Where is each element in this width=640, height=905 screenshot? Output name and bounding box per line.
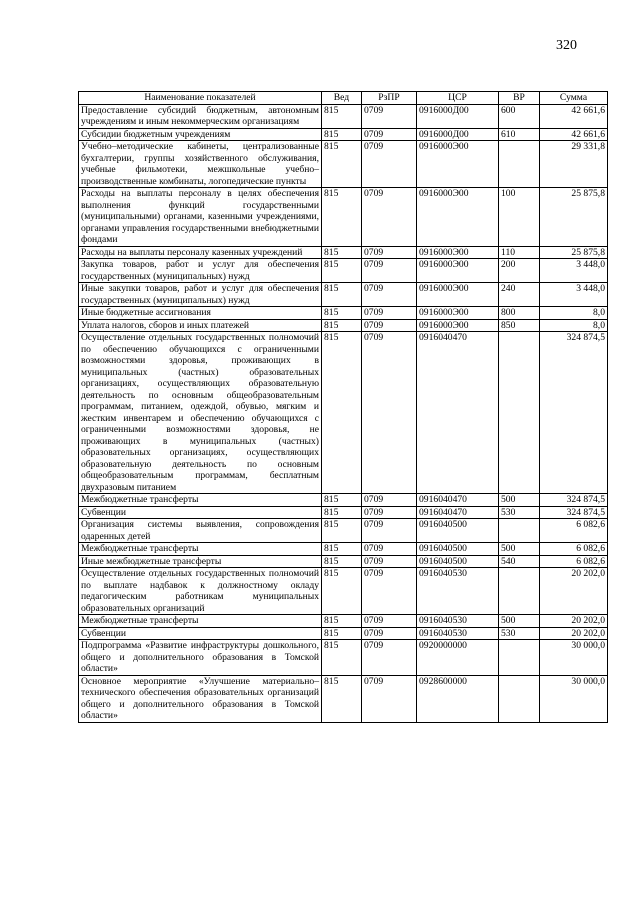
cell-csr: 0916000Э00 bbox=[417, 319, 499, 332]
cell-name: Закупка товаров, работ и услуг для обеспечения государственных (муниципальных) нужд bbox=[79, 259, 322, 283]
cell-csr: 0916000Э00 bbox=[417, 259, 499, 283]
cell-ved: 815 bbox=[322, 519, 362, 543]
cell-name: Подпрограмма «Развитие инфраструктуры дошкольного, общего и дополнительного образования в Томской области» bbox=[79, 640, 322, 676]
cell-csr: 0928600000 bbox=[417, 675, 499, 722]
budget-table bbox=[78, 91, 608, 723]
cell-name: Межбюджетные трансферты bbox=[79, 543, 322, 556]
cell-vr: 850 bbox=[499, 319, 540, 332]
cell-ved: 815 bbox=[322, 188, 362, 247]
cell-csr: 0916040530 bbox=[417, 627, 499, 640]
cell-rzpr: 0709 bbox=[362, 640, 417, 676]
cell-name: Расходы на выплаты персоналу в целях обеспечения выполнения функций государственными (муниципальными) органами, казенными учреждениями, органами управления государственными внебюджетными фондами bbox=[79, 188, 322, 247]
table-body bbox=[79, 104, 608, 722]
cell-name: Осуществление отдельных государственных полномочий по обеспечению обучающихся с ограниченными возможностями здоровья, проживающих в муниципальных (частных) образовательных организациях, осуществляющих образовательную деятельность по основным общеобразовательным программам, питанием, одеждой, обувью, мягким и жестким инвентарем и обеспечению обучающихся с ограниченными возможностями здоровья, не проживающих в муниципальных (частных) образовательных организациях, осуществляющих образовательную деятельность по основным общеобразовательным программам, бесплатным двухразовым питанием bbox=[79, 332, 322, 494]
cell-vr bbox=[499, 675, 540, 722]
table-row bbox=[79, 519, 608, 543]
table-row bbox=[79, 188, 608, 247]
table-row bbox=[79, 627, 608, 640]
cell-sum: 6 082,6 bbox=[540, 555, 608, 568]
cell-sum: 324 874,5 bbox=[540, 332, 608, 494]
cell-vr: 240 bbox=[499, 283, 540, 307]
cell-ved: 815 bbox=[322, 615, 362, 628]
cell-ved: 815 bbox=[322, 640, 362, 676]
cell-sum: 30 000,0 bbox=[540, 675, 608, 722]
table-row bbox=[79, 307, 608, 320]
cell-sum: 29 331,8 bbox=[540, 141, 608, 188]
cell-name: Основное мероприятие «Улучшение материально–технического обеспечения образовательных организаций общего и дополнительного образования в Томской области» bbox=[79, 675, 322, 722]
cell-sum: 6 082,6 bbox=[540, 519, 608, 543]
cell-vr: 110 bbox=[499, 246, 540, 259]
header-rzpr: РзПР bbox=[362, 92, 417, 105]
cell-ved: 815 bbox=[322, 494, 362, 507]
table-row bbox=[79, 259, 608, 283]
table-row bbox=[79, 568, 608, 615]
cell-vr: 500 bbox=[499, 494, 540, 507]
cell-rzpr: 0709 bbox=[362, 332, 417, 494]
cell-sum: 8,0 bbox=[540, 319, 608, 332]
cell-name: Иные закупки товаров, работ и услуг для обеспечения государственных (муниципальных) нужд bbox=[79, 283, 322, 307]
table-row bbox=[79, 555, 608, 568]
table-row bbox=[79, 104, 608, 128]
cell-ved: 815 bbox=[322, 104, 362, 128]
cell-rzpr: 0709 bbox=[362, 568, 417, 615]
cell-name: Расходы на выплаты персоналу казенных учреждений bbox=[79, 246, 322, 259]
cell-ved: 815 bbox=[322, 319, 362, 332]
cell-rzpr: 0709 bbox=[362, 128, 417, 141]
cell-ved: 815 bbox=[322, 568, 362, 615]
table-row bbox=[79, 494, 608, 507]
cell-rzpr: 0709 bbox=[362, 519, 417, 543]
cell-ved: 815 bbox=[322, 307, 362, 320]
table-row bbox=[79, 615, 608, 628]
cell-vr: 600 bbox=[499, 104, 540, 128]
cell-vr: 500 bbox=[499, 543, 540, 556]
cell-rzpr: 0709 bbox=[362, 319, 417, 332]
cell-sum: 324 874,5 bbox=[540, 506, 608, 519]
header-name: Наименование показателей bbox=[79, 92, 322, 105]
cell-rzpr: 0709 bbox=[362, 675, 417, 722]
cell-csr: 0916040500 bbox=[417, 519, 499, 543]
cell-vr bbox=[499, 640, 540, 676]
cell-sum: 25 875,8 bbox=[540, 246, 608, 259]
cell-name: Субсидии бюджетным учреждениям bbox=[79, 128, 322, 141]
cell-sum: 324 874,5 bbox=[540, 494, 608, 507]
cell-sum: 30 000,0 bbox=[540, 640, 608, 676]
cell-rzpr: 0709 bbox=[362, 246, 417, 259]
cell-sum: 20 202,0 bbox=[540, 627, 608, 640]
table-row bbox=[79, 246, 608, 259]
cell-name: Иные межбюджетные трансферты bbox=[79, 555, 322, 568]
cell-sum: 3 448,0 bbox=[540, 283, 608, 307]
cell-rzpr: 0709 bbox=[362, 307, 417, 320]
cell-csr: 0916040470 bbox=[417, 506, 499, 519]
cell-sum: 8,0 bbox=[540, 307, 608, 320]
cell-csr: 0916000Д00 bbox=[417, 128, 499, 141]
cell-ved: 815 bbox=[322, 506, 362, 519]
header-sum: Сумма bbox=[540, 92, 608, 105]
cell-ved: 815 bbox=[322, 259, 362, 283]
cell-rzpr: 0709 bbox=[362, 141, 417, 188]
cell-csr: 0916040500 bbox=[417, 543, 499, 556]
cell-vr bbox=[499, 519, 540, 543]
cell-ved: 815 bbox=[322, 128, 362, 141]
cell-rzpr: 0709 bbox=[362, 188, 417, 247]
cell-name: Межбюджетные трансферты bbox=[79, 615, 322, 628]
table-row bbox=[79, 640, 608, 676]
cell-rzpr: 0709 bbox=[362, 627, 417, 640]
cell-csr: 0916040530 bbox=[417, 568, 499, 615]
header-vr: ВР bbox=[499, 92, 540, 105]
cell-vr bbox=[499, 332, 540, 494]
cell-vr: 610 bbox=[499, 128, 540, 141]
table-row bbox=[79, 141, 608, 188]
cell-sum: 6 082,6 bbox=[540, 543, 608, 556]
cell-name: Уплата налогов, сборов и иных платежей bbox=[79, 319, 322, 332]
cell-ved: 815 bbox=[322, 555, 362, 568]
cell-ved: 815 bbox=[322, 543, 362, 556]
cell-vr: 540 bbox=[499, 555, 540, 568]
cell-csr: 0916000Д00 bbox=[417, 104, 499, 128]
cell-ved: 815 bbox=[322, 627, 362, 640]
cell-vr bbox=[499, 568, 540, 615]
cell-csr: 0916000Э00 bbox=[417, 141, 499, 188]
table-row bbox=[79, 128, 608, 141]
cell-sum: 20 202,0 bbox=[540, 568, 608, 615]
cell-csr: 0916000Э00 bbox=[417, 283, 499, 307]
page-number: 320 bbox=[556, 38, 577, 53]
table-header-row bbox=[79, 92, 608, 105]
cell-csr: 0916000Э00 bbox=[417, 307, 499, 320]
cell-vr: 530 bbox=[499, 506, 540, 519]
cell-name: Осуществление отдельных государственных полномочий по выплате надбавок к должностному окладу педагогическим работникам муниципальных образовательных организаций bbox=[79, 568, 322, 615]
cell-sum: 42 661,6 bbox=[540, 104, 608, 128]
cell-sum: 3 448,0 bbox=[540, 259, 608, 283]
cell-rzpr: 0709 bbox=[362, 506, 417, 519]
cell-ved: 815 bbox=[322, 283, 362, 307]
cell-name: Организация системы выявления, сопровождения одаренных детей bbox=[79, 519, 322, 543]
cell-name: Учебно–методические кабинеты, централизованные бухгалтерии, группы хозяйственного обслуживания, учебные фильмотеки, межшкольные учебно–производственные комбинаты, логопедические пункты bbox=[79, 141, 322, 188]
table-row bbox=[79, 332, 608, 494]
cell-vr: 100 bbox=[499, 188, 540, 247]
cell-name: Субвенции bbox=[79, 506, 322, 519]
cell-sum: 20 202,0 bbox=[540, 615, 608, 628]
cell-sum: 42 661,6 bbox=[540, 128, 608, 141]
cell-rzpr: 0709 bbox=[362, 494, 417, 507]
cell-csr: 0920000000 bbox=[417, 640, 499, 676]
cell-vr: 800 bbox=[499, 307, 540, 320]
table-row bbox=[79, 543, 608, 556]
cell-ved: 815 bbox=[322, 332, 362, 494]
cell-rzpr: 0709 bbox=[362, 259, 417, 283]
cell-vr: 500 bbox=[499, 615, 540, 628]
cell-rzpr: 0709 bbox=[362, 283, 417, 307]
cell-name: Межбюджетные трансферты bbox=[79, 494, 322, 507]
table-row bbox=[79, 319, 608, 332]
cell-ved: 815 bbox=[322, 675, 362, 722]
cell-ved: 815 bbox=[322, 246, 362, 259]
cell-csr: 0916040470 bbox=[417, 494, 499, 507]
table-row bbox=[79, 283, 608, 307]
cell-csr: 0916000Э00 bbox=[417, 246, 499, 259]
cell-name: Иные бюджетные ассигнования bbox=[79, 307, 322, 320]
cell-vr: 200 bbox=[499, 259, 540, 283]
table-row bbox=[79, 506, 608, 519]
cell-vr bbox=[499, 141, 540, 188]
cell-rzpr: 0709 bbox=[362, 104, 417, 128]
cell-ved: 815 bbox=[322, 141, 362, 188]
table-row bbox=[79, 675, 608, 722]
cell-csr: 0916040500 bbox=[417, 555, 499, 568]
cell-csr: 0916040470 bbox=[417, 332, 499, 494]
cell-vr: 530 bbox=[499, 627, 540, 640]
cell-sum: 25 875,8 bbox=[540, 188, 608, 247]
cell-csr: 0916040530 bbox=[417, 615, 499, 628]
cell-name: Субвенции bbox=[79, 627, 322, 640]
cell-name: Предоставление субсидий бюджетным, автономным учреждениям и иным некоммерческим организациям bbox=[79, 104, 322, 128]
cell-rzpr: 0709 bbox=[362, 555, 417, 568]
cell-rzpr: 0709 bbox=[362, 615, 417, 628]
cell-csr: 0916000Э00 bbox=[417, 188, 499, 247]
header-ved: Вед bbox=[322, 92, 362, 105]
header-csr: ЦСР bbox=[417, 92, 499, 105]
cell-rzpr: 0709 bbox=[362, 543, 417, 556]
